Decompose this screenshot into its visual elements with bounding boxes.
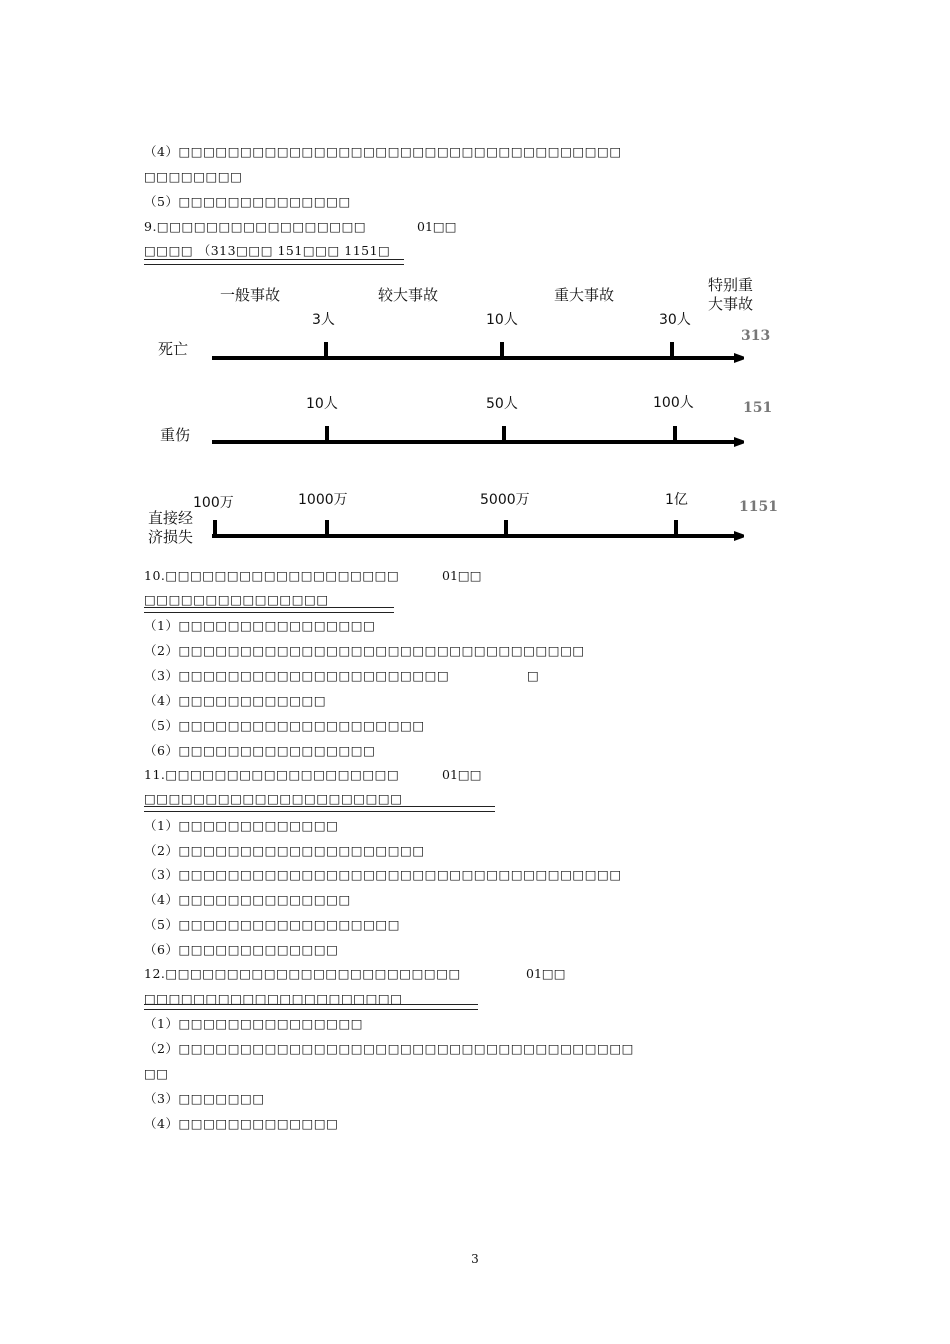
question-11-title: 11.□□□□□□□□□□□□□□□□□□□ (144, 767, 400, 782)
list-item: （5）□□□□□□□□□□□□□□□□□□□□ (144, 718, 425, 733)
tick-mark (213, 520, 217, 536)
tick-label: 50人 (486, 396, 518, 412)
question-12-title: 12.□□□□□□□□□□□□□□□□□□□□□□□□ (144, 966, 461, 981)
tick-mark (502, 426, 506, 442)
list-item-continuation: □□□□□□□□ (144, 169, 243, 184)
list-item: （2）□□□□□□□□□□□□□□□□□□□□□□□□□□□□□□□□□ (144, 643, 585, 658)
question-11-answer: □□□□□□□□□□□□□□□□□□□□□ (144, 791, 403, 806)
list-item: （4）□□□□□□□□□□□□□□ (144, 892, 351, 907)
question-10-title: 10.□□□□□□□□□□□□□□□□□□□ (144, 568, 400, 583)
row-label-death: 死亡 (158, 340, 189, 358)
tick-label: 10人 (306, 396, 338, 412)
row-code-1151: 1151 (739, 499, 778, 515)
tick-label: 10人 (486, 312, 518, 328)
list-item: （2）□□□□□□□□□□□□□□□□□□□□ (144, 843, 425, 858)
list-item: （4）□□□□□□□□□□□□ (144, 693, 327, 708)
row-code-151: 151 (743, 400, 773, 416)
list-item-tail: □ (527, 668, 539, 683)
category-especially-serious-line1: 特别重 (708, 276, 754, 294)
list-item: （6）□□□□□□□□□□□□□ (144, 942, 339, 957)
category-major: 较大事故 (378, 286, 439, 304)
category-especially-serious-line2: 大事故 (708, 295, 754, 313)
accident-level-diagram (140, 268, 790, 558)
question-9-title: 9.□□□□□□□□□□□□□□□□□ (144, 219, 367, 234)
list-item: （1）□□□□□□□□□□□□□□□□ (144, 618, 376, 633)
tick-mark (674, 520, 678, 536)
tick-label: 100人 (653, 395, 694, 411)
list-item: （3）□□□□□□□ (144, 1091, 265, 1106)
tick-mark (670, 342, 674, 358)
answer-underline (144, 607, 394, 613)
question-12-points: 01□□ (526, 966, 566, 981)
answer-underline (144, 259, 404, 265)
list-item: （4）□□□□□□□□□□□□□□□□□□□□□□□□□□□□□□□□□□□□ (144, 144, 622, 159)
tick-mark (500, 342, 504, 358)
question-10-answer: □□□□□□□□□□□□□□□ (144, 592, 329, 607)
answer-underline (144, 1004, 478, 1010)
row-label-loss-line2: 济损失 (148, 528, 194, 546)
list-item: （4）□□□□□□□□□□□□□ (144, 1116, 339, 1131)
tick-label: 30人 (659, 312, 691, 328)
list-item: （3）□□□□□□□□□□□□□□□□□□□□□□□□□□□□□□□□□□□□ (144, 867, 622, 882)
list-item: （1）□□□□□□□□□□□□□□□ (144, 1016, 364, 1031)
list-item: （5）□□□□□□□□□□□□□□□□□□ (144, 917, 401, 932)
page-number: 3 (471, 1252, 479, 1266)
question-11-points: 01□□ (442, 767, 482, 782)
tick-mark (325, 520, 329, 536)
list-item: （3）□□□□□□□□□□□□□□□□□□□□□□ (144, 668, 450, 683)
tick-mark (673, 426, 677, 442)
row-label-injury: 重伤 (160, 426, 191, 444)
list-item-continuation: □□ (144, 1066, 169, 1081)
tick-label: 100万 (193, 495, 234, 511)
tick-mark (504, 520, 508, 536)
category-serious: 重大事故 (554, 286, 615, 304)
question-9-answer: □□□□ （313□□□ 151□□□ 1151□ (144, 243, 391, 258)
list-item: （2）□□□□□□□□□□□□□□□□□□□□□□□□□□□□□□□□□□□□□ (144, 1041, 634, 1056)
question-10-points: 01□□ (442, 568, 482, 583)
list-item: （6）□□□□□□□□□□□□□□□□ (144, 743, 376, 758)
answer-underline (144, 806, 495, 812)
tick-label: 1亿 (665, 492, 688, 508)
tick-mark (325, 426, 329, 442)
row-code-313: 313 (741, 328, 771, 344)
question-12-answer: □□□□□□□□□□□□□□□□□□□□□ (144, 991, 403, 1006)
tick-mark (324, 342, 328, 358)
question-9-points: 01□□ (417, 219, 457, 234)
row-label-loss-line1: 直接经 (148, 509, 194, 527)
tick-label: 5000万 (480, 492, 530, 508)
list-item: （1）□□□□□□□□□□□□□ (144, 818, 339, 833)
list-item: （5）□□□□□□□□□□□□□□ (144, 194, 351, 209)
category-general: 一般事故 (220, 286, 281, 304)
tick-label: 3人 (312, 312, 335, 328)
tick-label: 1000万 (298, 492, 348, 508)
